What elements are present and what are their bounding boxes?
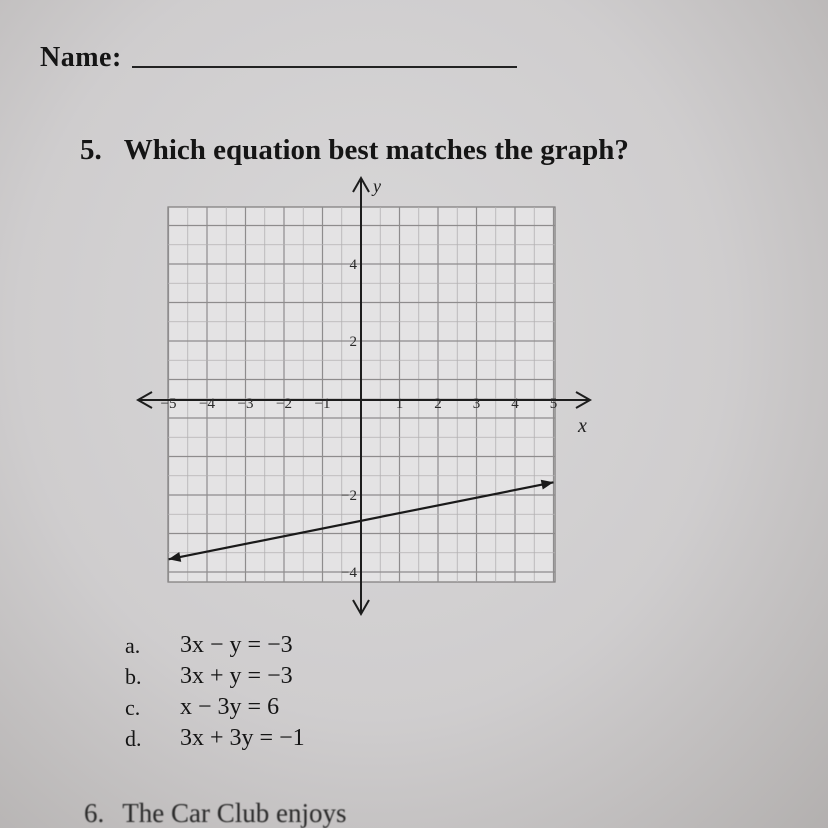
choice-letter: a. xyxy=(125,633,141,658)
y-axis-label: y xyxy=(373,176,381,196)
question-number: 5. xyxy=(80,134,102,166)
choice-equation: 3x + y = −3 xyxy=(180,663,293,689)
x-tick-label: 5 xyxy=(549,396,558,412)
choice-equation: 3x + 3y = −1 xyxy=(180,725,305,751)
question-text: The Car Club enjoys xyxy=(122,798,347,828)
choice-c[interactable] xyxy=(125,692,305,723)
x-tick-label: 3 xyxy=(472,396,481,412)
choice-letter: d. xyxy=(125,726,142,751)
choice-letter: b. xyxy=(125,664,142,689)
y-tick-label: −4 xyxy=(341,565,357,581)
x-tick-label: 1 xyxy=(395,396,404,412)
question-text: Which equation best matches the graph? xyxy=(123,134,629,166)
x-tick-label: −2 xyxy=(276,396,292,412)
name-label: Name: xyxy=(40,42,122,73)
x-tick-label: −1 xyxy=(314,396,331,412)
name-blank-line xyxy=(132,66,517,68)
question-6 xyxy=(84,798,824,828)
choice-b[interactable] xyxy=(125,661,305,692)
question-5 xyxy=(80,134,629,167)
choice-equation: 3x − y = −3 xyxy=(180,632,293,658)
choice-letter: c. xyxy=(125,695,141,720)
y-tick-label: −2 xyxy=(341,488,357,504)
x-tick-label: −3 xyxy=(237,396,254,412)
question-number: 6. xyxy=(84,798,105,828)
answer-choices xyxy=(125,630,305,754)
choice-d[interactable] xyxy=(125,723,305,754)
x-tick-label: 4 xyxy=(511,396,519,412)
choice-equation: x − 3y = 6 xyxy=(180,694,280,720)
x-tick-label: 2 xyxy=(434,396,442,412)
y-tick-label: 4 xyxy=(349,257,357,273)
coordinate-graph xyxy=(130,172,600,622)
choice-a[interactable] xyxy=(125,630,305,661)
x-tick-label: −5 xyxy=(160,396,177,412)
name-row xyxy=(40,40,517,74)
x-tick-label: −4 xyxy=(199,396,215,412)
x-axis-label: x xyxy=(578,415,587,437)
y-tick-label: 2 xyxy=(349,334,357,350)
